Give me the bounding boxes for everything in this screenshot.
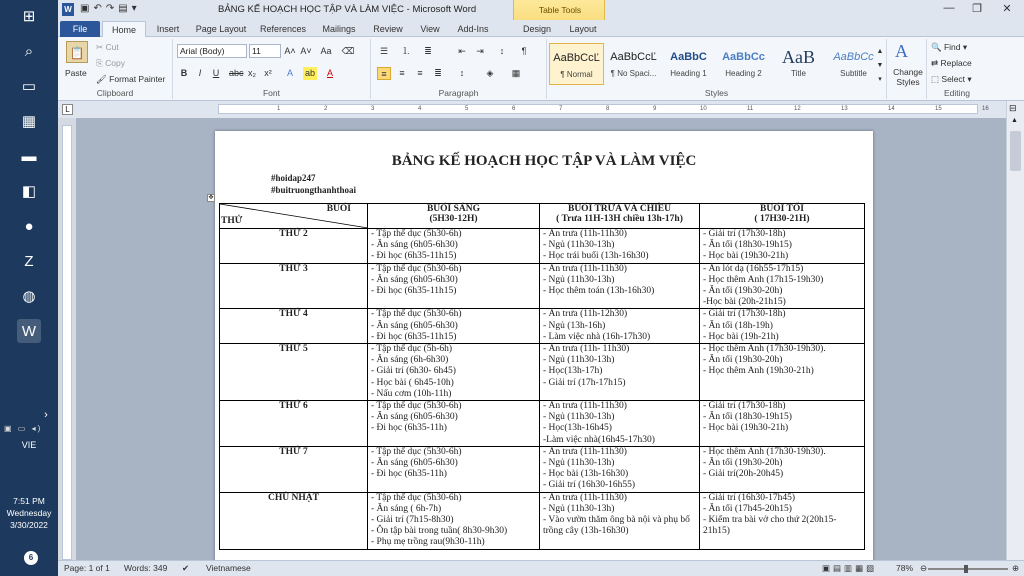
activity-line: - Học(13h-17h) xyxy=(543,366,603,377)
ruler-tick: 4 xyxy=(418,106,422,112)
style-preview: AaBbCcĽ xyxy=(610,51,657,63)
activity-line: - Ngủ (11h30-13h) xyxy=(543,355,615,366)
tab-references[interactable]: References xyxy=(259,24,307,34)
zoom-level[interactable]: 78% xyxy=(896,563,914,573)
tab-file[interactable]: File xyxy=(60,21,100,37)
activity-line: - Giải trí (17h30-18h) xyxy=(703,229,786,239)
decrease-indent-icon[interactable]: ⇤ xyxy=(458,46,466,56)
editing-label: Editing xyxy=(944,88,970,98)
table-row xyxy=(220,309,865,344)
table-row xyxy=(220,401,865,447)
vertical-scrollbar[interactable] xyxy=(1006,101,1024,560)
activity-line: - Giải trí (17h30-18h) xyxy=(703,401,786,412)
activity-line: - Ngủ (11h30-13h) xyxy=(543,274,615,285)
activity-line: - Tập thể dục (5h30-6h) xyxy=(371,401,462,412)
select-label: Select xyxy=(941,74,966,84)
hashtag-2: #buitruongthanhthoai xyxy=(271,185,357,195)
afternoon-cell[interactable] xyxy=(540,446,700,492)
bold-icon[interactable]: B xyxy=(180,68,188,78)
afternoon-cell[interactable] xyxy=(540,492,700,549)
evening-cell[interactable] xyxy=(700,309,865,344)
change-styles-group xyxy=(887,39,927,99)
activity-line: - Ăn trưa (11h-11h30) xyxy=(543,263,627,274)
activity-line: - Đi học (6h35-11h) xyxy=(371,423,447,434)
header-title: BUỔI TRƯA VÀ CHIỀU xyxy=(567,204,672,214)
activity-line: - Giải trí (16h30-17h45) xyxy=(703,492,796,503)
clock-time: 7:51 PM xyxy=(13,496,45,506)
activity-line: - Ngủ (13h-16h) xyxy=(543,320,606,331)
day-cell[interactable]: THỨ 2 xyxy=(220,229,368,264)
align-left-icon[interactable]: ≡ xyxy=(377,67,391,80)
activity-line: - Ăn trưa (11h-11h30) xyxy=(543,492,627,503)
activity-line: - Giải trí(20h-20h45) xyxy=(703,469,784,480)
afternoon-cell[interactable] xyxy=(540,229,700,264)
styles-more-icon[interactable]: ▾ xyxy=(878,76,882,83)
activity-line: - Ăn trưa (11h-11h30) xyxy=(543,229,627,239)
zoom-slider[interactable] xyxy=(928,568,1008,570)
search-icon[interactable]: ⌕ xyxy=(24,42,34,60)
replace-button[interactable]: ⇄ Replace xyxy=(931,58,972,68)
header-title: BUỔI SÁNG xyxy=(426,204,481,214)
style-preview: AaBbCc xyxy=(833,51,874,63)
tab-mailings[interactable]: Mailings xyxy=(322,24,356,34)
activity-line: - Tập thể dục (5h30-6h) xyxy=(371,263,462,274)
cut-button[interactable]: ✂ Cut xyxy=(96,42,119,52)
header-evening xyxy=(700,204,865,229)
tab-home[interactable]: Home xyxy=(102,21,146,38)
activity-line: - Đi học (6h35-11h) xyxy=(371,469,447,480)
activity-line: - Học bài (13h-16h30) xyxy=(543,469,629,480)
day-cell[interactable]: THỨ 6 xyxy=(220,401,368,447)
activity-line: - Học trái buổi (13h-16h30) xyxy=(543,251,649,262)
numbering-icon[interactable]: ⒈ xyxy=(401,46,411,56)
clock-day: Wednesday xyxy=(6,508,52,518)
tab-insert[interactable]: Insert xyxy=(156,24,180,34)
line-spacing-icon[interactable]: ↕ xyxy=(459,68,465,78)
header-time: (5H30-12H) xyxy=(429,214,478,224)
minimize-button[interactable]: — xyxy=(943,2,955,14)
table-corner-cell xyxy=(220,204,368,229)
text-effects-icon[interactable]: A xyxy=(286,68,293,78)
ruler-tick: 3 xyxy=(371,106,375,112)
select-button[interactable]: ⬚ Select ▾ xyxy=(931,74,972,84)
morning-cell[interactable] xyxy=(368,492,540,549)
activity-line: - Ăn tối (19h30-20h) xyxy=(703,458,783,469)
shrink-font-icon[interactable]: A˅ xyxy=(300,46,312,56)
morning-cell[interactable] xyxy=(368,309,540,344)
zalo-icon[interactable]: Z xyxy=(24,252,34,270)
activity-line: - Ăn tối (19h30-20h) xyxy=(703,286,783,297)
style-name: Title xyxy=(791,69,806,78)
document-canvas xyxy=(76,118,1006,560)
grow-font-icon[interactable]: A˄ xyxy=(284,46,296,56)
show-more-chevron-icon[interactable]: › xyxy=(44,409,48,421)
activity-line: - Ngủ (11h30-13h) xyxy=(543,412,615,423)
header-morning xyxy=(368,204,540,229)
input-language-indicator[interactable]: VIE xyxy=(21,440,37,450)
task-view-icon[interactable]: ▭ xyxy=(21,78,37,95)
vertical-ruler[interactable] xyxy=(62,125,72,560)
file-explorer-icon[interactable]: ▬ xyxy=(21,147,37,165)
word-app-icon[interactable]: W xyxy=(62,3,74,16)
font-group xyxy=(173,39,371,99)
morning-cell[interactable] xyxy=(368,344,540,401)
change-styles-icon[interactable]: A xyxy=(895,41,908,61)
format-painter-label: Format Painter xyxy=(109,74,166,84)
activity-line: - Giải trí (17h30-18h) xyxy=(703,309,786,320)
activity-line: - Ăn trưa (11h-11h30) xyxy=(543,446,627,457)
activity-line: - Học bài ( 6h45-10h) xyxy=(371,377,454,388)
activity-line: - Học thêm Anh (17h15-19h30) xyxy=(703,274,824,285)
activity-line: - Ăn tối (17h45-20h15) xyxy=(703,503,792,514)
activity-line: - Học(13h-16h45) xyxy=(543,423,612,434)
system-tray-icons[interactable]: ▣ ▭ ◂) xyxy=(4,424,43,433)
activity-line: - Ăn tối (18h30-19h15) xyxy=(703,412,792,423)
style-preview: AaB xyxy=(782,47,815,67)
activity-line: - Ăn tối (18h-19h) xyxy=(703,320,773,331)
header-title: BUỔI TỐI xyxy=(760,204,804,214)
activity-line: - Làm việc nhà (16h-17h30) xyxy=(543,331,651,342)
language-status[interactable]: Vietnamese xyxy=(206,563,251,573)
table-row xyxy=(220,344,865,401)
strikethrough-icon[interactable]: abc xyxy=(229,68,244,78)
clock-date: 3/30/2022 xyxy=(10,520,48,530)
activity-line: - Phụ mẹ trồng rau(9h30-11h) xyxy=(371,537,485,548)
activity-line: - Ngủ (11h30-13h) xyxy=(543,503,615,514)
style-heading-2[interactable] xyxy=(716,43,771,85)
page-title: BẢNG KẾ HOẠCH HỌC TẬP VÀ LÀM VIỆC xyxy=(391,153,697,169)
ruler-tick: 15 xyxy=(935,106,942,112)
change-styles-button[interactable]: Change Styles xyxy=(893,67,923,87)
activity-line: - Ăn lót dạ (16h55-17h15) xyxy=(703,263,804,274)
styles-scroll-down-icon[interactable]: ▼ xyxy=(876,62,884,69)
windows-taskbar xyxy=(0,0,58,576)
header-afternoon xyxy=(540,204,700,229)
day-cell[interactable]: THỨ 3 xyxy=(220,263,368,309)
activity-line: - Ăn tối (18h30-19h15) xyxy=(703,240,792,251)
afternoon-cell[interactable] xyxy=(540,263,700,309)
increase-indent-icon[interactable]: ⇥ xyxy=(476,46,484,56)
word-count[interactable]: Words: 349 xyxy=(124,563,168,573)
paragraph-group xyxy=(371,39,547,99)
activity-line: - Ngủ (11h30-13h) xyxy=(543,240,615,251)
activity-line: - Học thêm Anh (17h30-19h30). xyxy=(703,344,826,355)
styles-scroll-up-icon[interactable]: ▲ xyxy=(876,48,884,55)
activity-line: - Tập thể dục (5h30-6h) xyxy=(371,229,462,239)
activity-line: - Kiểm tra bài vở cho thứ 2(20h15-21h15) xyxy=(703,515,837,537)
tab-view[interactable]: View xyxy=(420,24,440,34)
table-tools-label: Table Tools xyxy=(538,5,582,15)
page-count[interactable]: Page: 1 of 1 xyxy=(64,563,110,573)
activity-line: - Ngủ (11h30-13h) xyxy=(543,458,615,469)
activity-line: - Ôn tập bài trong tuần( 8h30-9h30) xyxy=(371,526,508,537)
style-heading-1[interactable] xyxy=(661,43,716,85)
style-name: ¶ No Spaci... xyxy=(610,69,657,78)
ruler-tick: 5 xyxy=(465,106,469,112)
activity-line: - Học thêm Anh (19h30-21h) xyxy=(703,366,814,377)
activity-line: - Nấu cơm (10h-11h) xyxy=(371,388,452,399)
activity-line: - Học thêm toán (13h-16h30) xyxy=(543,286,655,297)
format-painter-button[interactable]: 🖌 Format Painter xyxy=(96,74,166,84)
activity-line: - Học bài (19h30-21h) xyxy=(703,423,789,434)
ruler-tick: 11 xyxy=(747,106,754,112)
subscript-icon[interactable]: x₂ xyxy=(248,68,256,78)
activity-line: - Ăn sáng (6h05-6h30) xyxy=(371,458,458,469)
zoom-in-icon[interactable]: ⊕ xyxy=(1012,563,1020,573)
show-marks-icon[interactable]: ¶ xyxy=(521,46,527,56)
maximize-button[interactable]: ❐ xyxy=(972,3,982,15)
activity-line: - Giải trí (16h30-16h55) xyxy=(543,480,636,491)
clear-formatting-icon[interactable]: ⌫ xyxy=(341,46,355,56)
activity-line: - Học bài (19h-21h) xyxy=(703,331,779,342)
ribbon-tabs xyxy=(58,20,1024,37)
morning-cell[interactable] xyxy=(368,401,540,447)
morning-cell[interactable] xyxy=(368,446,540,492)
activity-line: -Làm việc nhà(16h45-17h30) xyxy=(543,434,655,445)
tab-page-layout[interactable]: Page Layout xyxy=(195,24,247,34)
activity-line: - Ăn trưa (11h-11h30) xyxy=(543,401,627,412)
scroll-thumb[interactable] xyxy=(1010,131,1021,171)
view-buttons[interactable]: ▣▤▥▦▧ xyxy=(822,563,878,573)
day-cell[interactable]: THỨ 4 xyxy=(220,309,368,344)
styles-label: Styles xyxy=(704,88,729,98)
style-name: Heading 1 xyxy=(670,69,707,78)
multilevel-list-icon[interactable]: ≣ xyxy=(424,46,432,56)
table-row xyxy=(220,446,865,492)
header-time: ( Trưa 11H-13H chiều 13h-17h) xyxy=(556,214,683,224)
bullets-icon[interactable]: ☰ xyxy=(379,46,389,56)
find-label: Find xyxy=(943,42,961,52)
underline-icon[interactable]: U xyxy=(212,68,220,78)
tab-layout[interactable]: Layout xyxy=(569,24,597,34)
notification-badge[interactable]: 6 xyxy=(24,551,38,565)
paste-button[interactable]: Paste xyxy=(65,68,87,78)
corner-thu-label: THỨ xyxy=(221,216,243,226)
activity-line: - Đi học (6h35-11h15) xyxy=(371,251,457,262)
zoom-out-icon[interactable]: ⊖ xyxy=(920,563,928,573)
copy-button[interactable]: ⎘ Copy xyxy=(96,58,126,68)
close-button[interactable]: ✕ xyxy=(1002,3,1012,15)
day-cell[interactable]: THỨ 7 xyxy=(220,446,368,492)
header-time: ( 17H30-21H) xyxy=(754,214,810,224)
afternoon-cell[interactable] xyxy=(540,344,700,401)
activity-line: - Tập thể dục (5h-6h) xyxy=(371,344,453,355)
activity-line: - Ăn sáng (6h05-6h30) xyxy=(371,320,458,331)
activity-line: - Ăn sáng (6h05-6h30) xyxy=(371,274,458,285)
style-title[interactable] xyxy=(771,43,826,85)
evening-cell[interactable] xyxy=(700,492,865,549)
table-header-row xyxy=(220,204,865,229)
align-right-icon[interactable]: ≡ xyxy=(417,68,423,78)
font-color-icon[interactable]: A xyxy=(326,68,333,78)
ruler-tick: 16 xyxy=(982,106,989,112)
styles-group xyxy=(547,39,887,99)
proofing-icon[interactable]: ✔ xyxy=(182,563,190,573)
table-row xyxy=(220,492,865,549)
ruler-tick: 6 xyxy=(512,106,516,112)
style-name: ¶ Normal xyxy=(560,70,593,79)
ruler-tick: 10 xyxy=(700,106,707,112)
activity-line: - Ăn tối (19h30-20h) xyxy=(703,355,783,366)
activity-line: - Ăn sáng ( 6h-7h) xyxy=(371,503,442,514)
activity-line: - Ăn trưa (11h-12h30) xyxy=(543,309,628,320)
ruler-tick: 8 xyxy=(606,106,610,112)
ruler-tick: 1 xyxy=(277,106,281,112)
activity-line: -Học bài (20h-21h15) xyxy=(703,297,786,308)
corner-buoi-label: BUỔI xyxy=(326,204,351,214)
edge-icon[interactable]: ◍ xyxy=(22,288,36,305)
day-cell[interactable]: CHỦ NHẬT xyxy=(220,492,368,549)
sort-icon[interactable]: ↕ xyxy=(499,46,505,56)
change-case-icon[interactable]: Aa xyxy=(320,46,332,56)
ruler-tick: 13 xyxy=(841,106,848,112)
scroll-up-icon[interactable]: ▲ xyxy=(1011,117,1018,124)
ruler-tick: 14 xyxy=(888,106,895,112)
paste-icon[interactable]: 📋 xyxy=(66,41,88,63)
style-preview: AaBbC xyxy=(670,51,707,63)
copy-label: Copy xyxy=(105,58,126,68)
activity-line: - Tập thể dục (5h30-6h) xyxy=(371,492,462,503)
activity-line: - Đi học (6h35-11h15) xyxy=(371,286,457,297)
quick-access-toolbar[interactable]: ▣↶↷▤▾ xyxy=(80,3,141,14)
style-no-spacing[interactable] xyxy=(606,43,661,85)
morning-cell[interactable] xyxy=(368,263,540,309)
style-preview: AaBbCc xyxy=(722,51,765,63)
activity-line: - Giải trí (7h15-8h30) xyxy=(371,515,454,526)
morning-cell[interactable] xyxy=(368,229,540,264)
afternoon-cell[interactable] xyxy=(540,401,700,447)
cut-label: Cut xyxy=(105,42,119,52)
evening-cell[interactable] xyxy=(700,263,865,309)
highlight-color-icon[interactable]: ab xyxy=(304,68,315,78)
activity-line: - Ăn sáng (6h-6h30) xyxy=(371,355,449,366)
ruler-tick: 9 xyxy=(653,106,657,112)
clipboard-group xyxy=(58,39,173,99)
day-cell[interactable]: THỨ 5 xyxy=(220,344,368,401)
shading-icon[interactable]: ◈ xyxy=(486,68,494,78)
activity-line: - Đi học (6h35-11h15) xyxy=(371,331,457,342)
activity-line: - Tập thể dục (5h30-6h) xyxy=(371,309,462,320)
evening-cell[interactable] xyxy=(700,401,865,447)
italic-icon[interactable]: I xyxy=(198,68,202,78)
editing-group xyxy=(927,39,987,99)
table-row xyxy=(220,229,865,264)
table-row xyxy=(220,263,865,309)
style-normal[interactable] xyxy=(549,43,604,85)
activity-line: - Ăn sáng (6h05-6h30) xyxy=(371,412,458,423)
evening-cell[interactable] xyxy=(700,229,865,264)
document-title: BẢNG KẾ HOẠCH HỌC TẬP VÀ LÀM VIỆC - Microsoft Word xyxy=(218,4,477,15)
replace-label: Replace xyxy=(940,58,972,68)
borders-icon[interactable]: ▦ xyxy=(511,68,521,78)
activity-line: - Học bài (19h30-21h) xyxy=(703,251,789,262)
tab-add-ins[interactable]: Add-Ins xyxy=(457,24,489,34)
ruler-tick: 2 xyxy=(324,106,328,112)
status-bar xyxy=(58,560,1024,576)
horizontal-ruler[interactable] xyxy=(218,104,989,114)
windows-start-icon[interactable]: ⊞ xyxy=(22,8,36,25)
evening-cell[interactable] xyxy=(700,446,865,492)
font-size-combo[interactable]: 11 xyxy=(249,44,281,58)
paragraph-label: Paragraph xyxy=(438,88,479,98)
word-icon[interactable]: W xyxy=(17,319,41,343)
ruler-tick: 7 xyxy=(559,106,563,112)
tab-review[interactable]: Review xyxy=(373,24,403,34)
find-button[interactable]: 🔍 Find ▾ xyxy=(931,42,968,52)
afternoon-cell[interactable] xyxy=(540,309,700,344)
store-icon[interactable]: ▦ xyxy=(21,113,37,130)
clipboard-label: Clipboard xyxy=(96,88,134,98)
activity-line: - Tập thể dục (5h30-6h) xyxy=(371,446,462,457)
activity-line: - Vào vườn thăm ông bà nội và phụ bố trồng cây (13h-16h30) xyxy=(543,515,690,537)
superscript-icon[interactable]: x² xyxy=(264,68,272,78)
zoom-slider-thumb[interactable] xyxy=(964,565,968,573)
activity-line: - Giải trí (6h30- 6h45) xyxy=(371,366,456,377)
table-move-handle-icon[interactable]: ✥ xyxy=(208,195,214,201)
ribbon-home xyxy=(58,37,1024,101)
tab-selector-icon[interactable]: L xyxy=(62,104,73,115)
font-label: Font xyxy=(262,88,280,98)
activity-line: - Ăn sáng (6h05-6h30) xyxy=(371,240,458,251)
taskbar-clock[interactable] xyxy=(0,495,58,531)
activity-line: - Giải trí (17h-17h15) xyxy=(543,377,626,388)
style-preview: AaBbCcĽ xyxy=(553,52,600,64)
view-ruler-icon[interactable]: ⊟ xyxy=(1009,103,1017,113)
hashtag-1: #hoidap247 xyxy=(271,173,316,183)
ruler-tick: 12 xyxy=(794,106,801,112)
align-center-icon[interactable]: ≡ xyxy=(399,68,405,78)
document-page[interactable] xyxy=(208,131,873,571)
style-name: Subtitle xyxy=(840,69,867,78)
justify-icon[interactable]: ≣ xyxy=(434,68,442,78)
activity-line: - Học thêm Anh (17h30-19h30). xyxy=(703,446,826,457)
font-name-combo[interactable]: Arial (Body) xyxy=(177,44,247,58)
activity-line: - Ăn trưa (11h- 11h30) xyxy=(543,344,630,355)
evening-cell[interactable] xyxy=(700,344,865,401)
office-icon[interactable]: ◧ xyxy=(21,183,37,200)
schedule-table xyxy=(219,203,865,550)
spotify-icon[interactable]: ● xyxy=(24,217,34,235)
tab-design[interactable]: Design xyxy=(522,24,551,34)
style-name: Heading 2 xyxy=(725,69,762,78)
